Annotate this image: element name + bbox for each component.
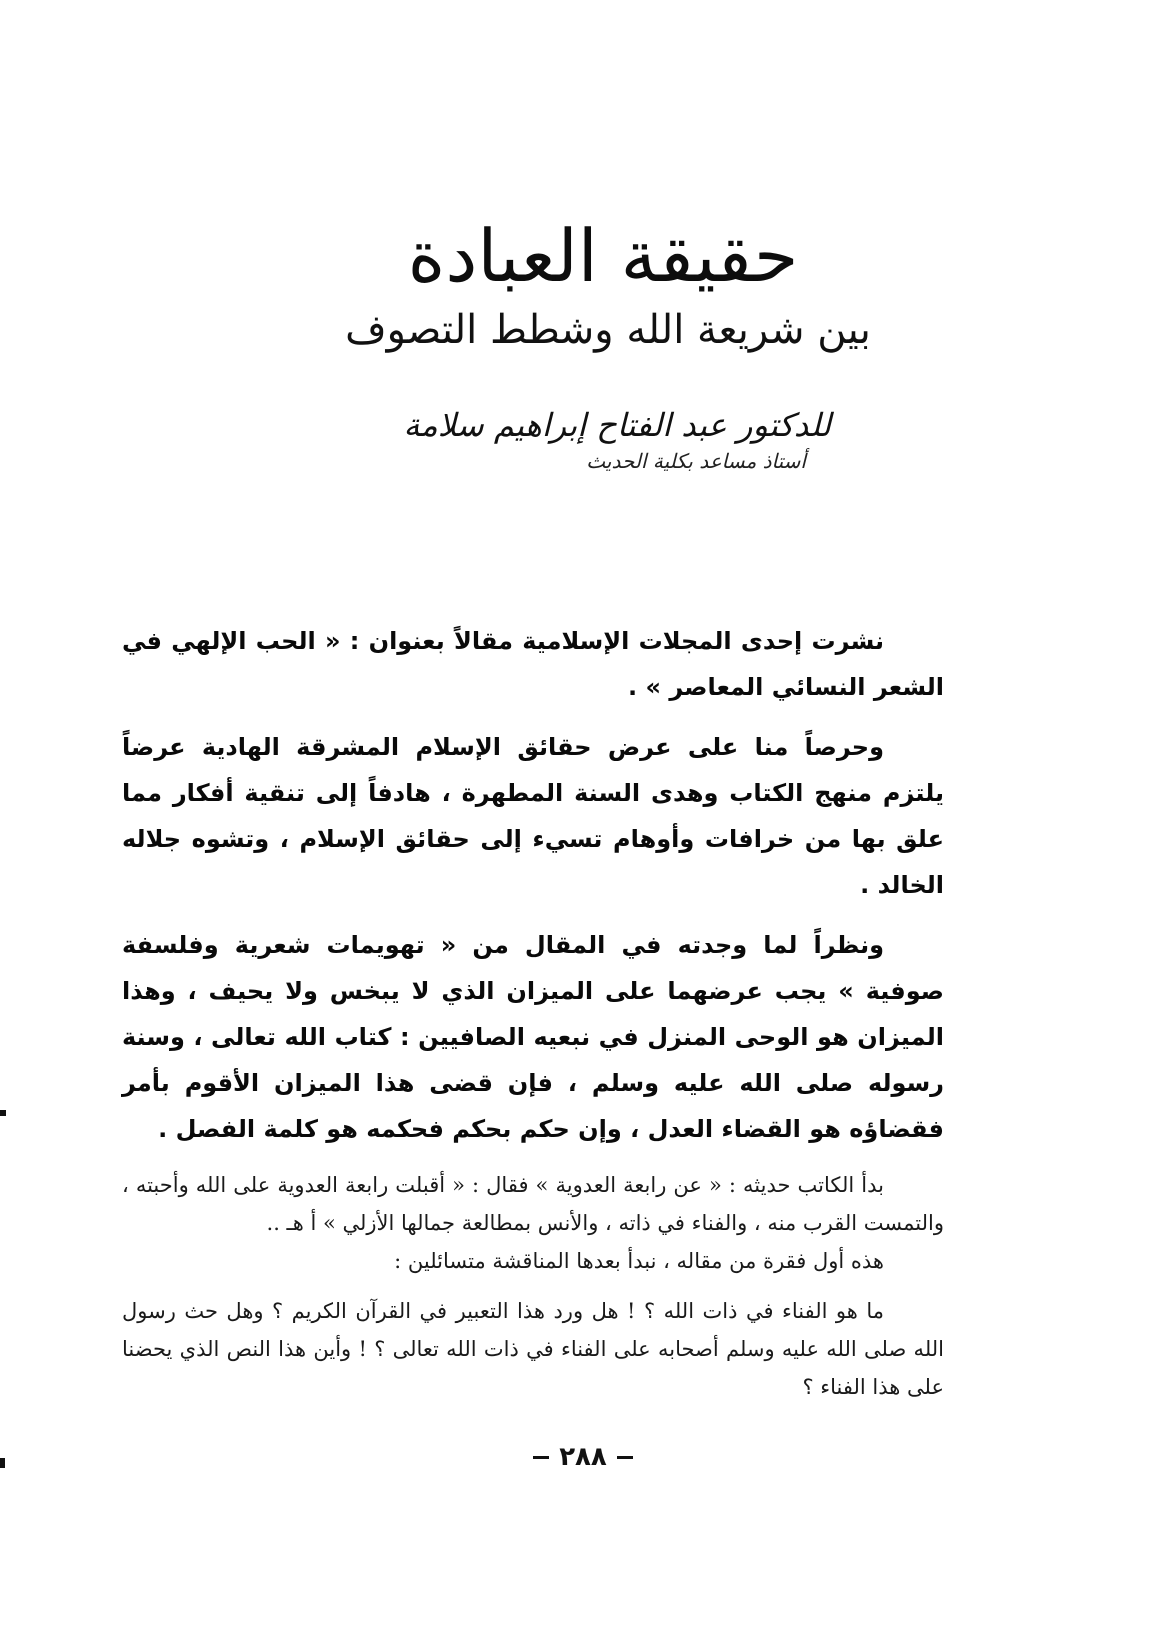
paragraph-intro: نشرت إحدى المجلات الإسلامية مقالاً بعنوان : « الحب الإلهي في الشعر النسائي المعاصر » . xyxy=(122,627,944,701)
paragraph-transition: هذه أول فقرة من مقاله ، نبدأ بعدها المناقشة متسائلين : xyxy=(394,1249,884,1273)
page-footer xyxy=(0,1442,1166,1472)
paragraph-purpose: وحرصاً منا على عرض حقائق الإسلام المشرقة الهادية عرضاً يلتزم منهج الكتاب وهدى السنة المطهرة ، هادفاً إلى تنقية أفكار مما علق بها من خرافات وأوهام تسيء إلى حقائق الإسلام ، وتشوه جلاله الخالد . xyxy=(122,733,944,899)
author-name: للدكتور عبد الفتاح إبراهيم سلامة xyxy=(403,406,831,444)
article-body xyxy=(122,618,944,1418)
author-position: أستاذ مساعد بكلية الحديث xyxy=(586,448,806,473)
article-subtitle: بين شريعة الله وشطط التصوف xyxy=(345,306,871,353)
article-header xyxy=(0,215,1166,354)
paragraph-criterion: ونظراً لما وجدته في المقال من « تهويمات شعرية وفلسفة صوفية » يجب عرضهما على الميزان الذي لا يبخس ولا يحيف ، وهذا الميزان هو الوحى المنزل في نبعيه الصافيين : كتاب الله تعالى ، وسنة رسوله صلى الله عليه وسلم ، فإن قضى هذا الميزان الأقوم بأمر فقضاؤه هو القضاء العدل ، وإن حكم بحكم فحكمه هو كلمة الفصل . xyxy=(122,931,944,1143)
scan-artifact xyxy=(0,1458,5,1468)
page-number: ٢٨٨ xyxy=(523,1442,643,1472)
scan-artifact xyxy=(0,1110,6,1116)
author-block xyxy=(403,405,831,475)
article-title: حقيقة العبادة xyxy=(407,214,799,298)
paragraph-questions: ما هو الفناء في ذات الله ؟ ! هل ورد هذا التعبير في القرآن الكريم ؟ وهل حث رسول الله صلى الله عليه وسلم أصحابه على الفناء في ذات الله تعالى ؟ ! وأين هذا النص الذي يحضنا على هذا الفناء ؟ xyxy=(122,1299,944,1399)
paragraph-quote: بدأ الكاتب حديثه : « عن رابعة العدوية » فقال : « أقبلت رابعة العدوية على الله وأحبته ، والتمست القرب منه ، والفناء في ذاته ، والأنس بمطالعة جمالها الأزلي » أ هـ .. xyxy=(122,1173,944,1235)
